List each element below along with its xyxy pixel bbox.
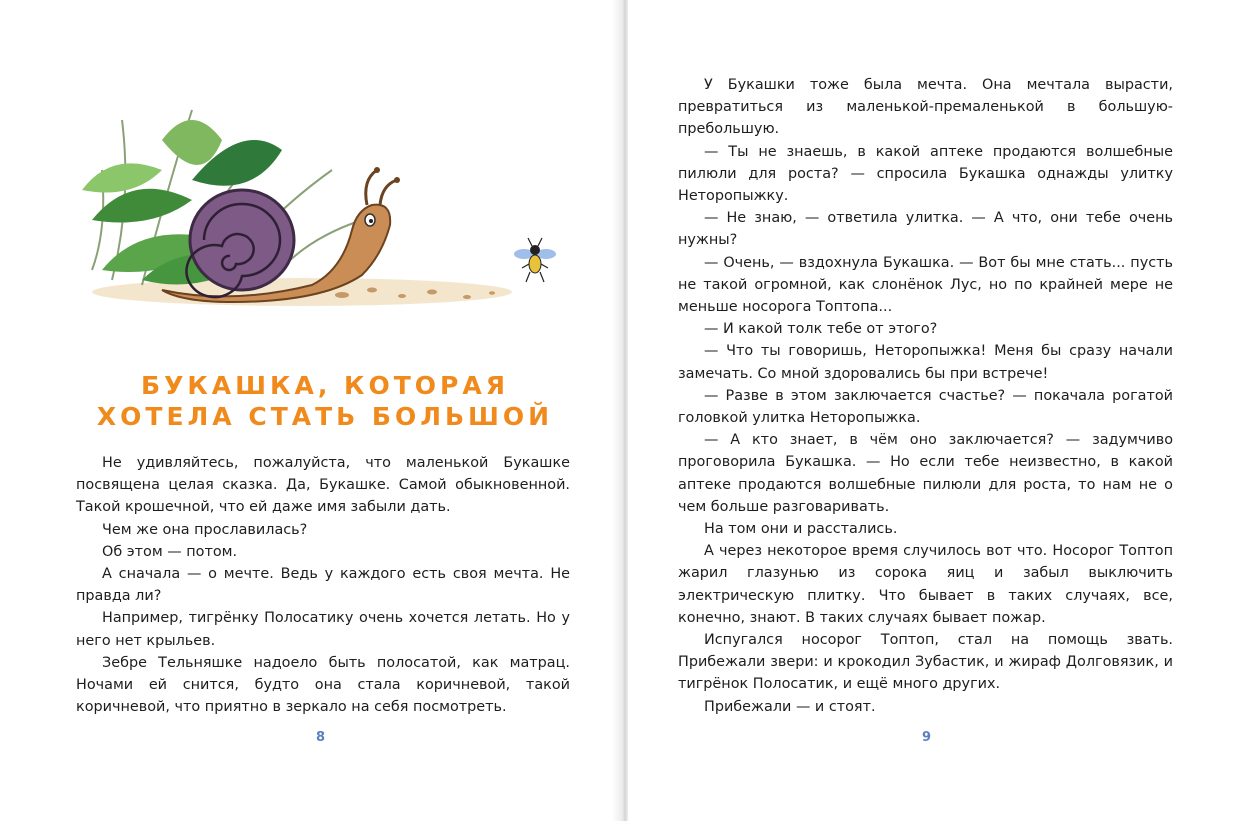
paragraph: Об этом — потом. bbox=[102, 543, 238, 560]
paragraph: Чем же она прославилась? bbox=[102, 521, 308, 538]
right-page-text bbox=[678, 74, 1173, 718]
chapter-title-line: БУКАШКА, КОТОРАЯ bbox=[141, 371, 509, 400]
paragraph: — Что ты говоришь, Неторопыжка! Меня бы сразу начали замечать. Со мной здоровались бы при встрече! bbox=[678, 343, 1173, 382]
paragraph: Прибежали — и стоят. bbox=[704, 698, 876, 715]
left-page-text bbox=[76, 452, 570, 718]
chapter-title-line: ХОТЕЛА СТАТЬ БОЛЬШОЙ bbox=[96, 402, 554, 431]
paragraph: Испугался носорог Топтоп, стал на помощь звать. Прибежали звери: и крокодил Зубастик, и жираф Долговязик, и тигрёнок Полосатик, и ещё много других. bbox=[678, 632, 1173, 693]
paragraph: — И какой толк тебе от этого? bbox=[704, 321, 938, 338]
page-number: 8 bbox=[316, 730, 326, 745]
paragraph: А сначала — о мечте. Ведь у каждого есть своя мечта. Не правда ли? bbox=[76, 566, 570, 605]
page-number: 9 bbox=[922, 730, 932, 745]
paragraph: — Очень, — вздохнула Букашка. — Вот бы мне стать... пусть не такой огромной, как слонёнок Лус, но по крайней мере не меньше носорога Топтопа... bbox=[678, 254, 1173, 316]
paragraph: Зебре Тельняшке надоело быть полосатой, как матрац. Ночами ей снится, будто она стала коричневой, такой коричневой, что приятно в зеркало на себя посмотреть. bbox=[76, 654, 570, 716]
snail-antenna-2 bbox=[380, 180, 397, 205]
bug-character bbox=[514, 238, 556, 282]
snail-antenna-1 bbox=[366, 170, 377, 205]
paragraph: Например, тигрёнку Полосатику очень хочется летать. Но у него нет крыльев. bbox=[76, 610, 570, 649]
chapter-title bbox=[70, 370, 580, 432]
paragraph: Не удивляйтесь, пожалуйста, что маленькой Букашке посвящена целая сказка. Да, Букашке. Самой обыкновенной. Такой крошечной, что ей даже имя забыли дать. bbox=[76, 455, 570, 516]
paragraph: А через некоторое время случилось вот что. Носорог Топтоп жарил глазунью из сорока яиц и забыл выключить электрическую плитку. Что бывает в таких случаях, все, конечно, знают. В таких случаях бывает пожар. bbox=[678, 543, 1173, 626]
paragraph: — Разве в этом заключается счастье? — покачала рогатой головкой улитка Неторопыжка. bbox=[678, 387, 1173, 427]
paragraph: — А кто знает, в чём оно заключается? — задумчиво проговорила Букашка. — Но если тебе неизвестно, в какой аптеке продаются волшебные пилюли для роста, то нам не о чем больше разговаривать. bbox=[678, 432, 1173, 515]
snail-and-bug-illustration bbox=[72, 80, 572, 320]
paragraph: — Не знаю, — ответила улитка. — А что, они тебе очень нужны? bbox=[678, 210, 1173, 249]
left-page bbox=[0, 0, 622, 821]
paragraph: На том они и расстались. bbox=[704, 521, 898, 538]
paragraph: У Букашки тоже была мечта. Она мечтала вырасти, превратиться из маленькой-премаленькой в большую-пребольшую. bbox=[678, 77, 1173, 138]
paragraph: — Ты не знаешь, в какой аптеке продаются волшебные пилюли для роста? — спросила Букашка однажды улитку Неторопыжку. bbox=[678, 143, 1173, 205]
